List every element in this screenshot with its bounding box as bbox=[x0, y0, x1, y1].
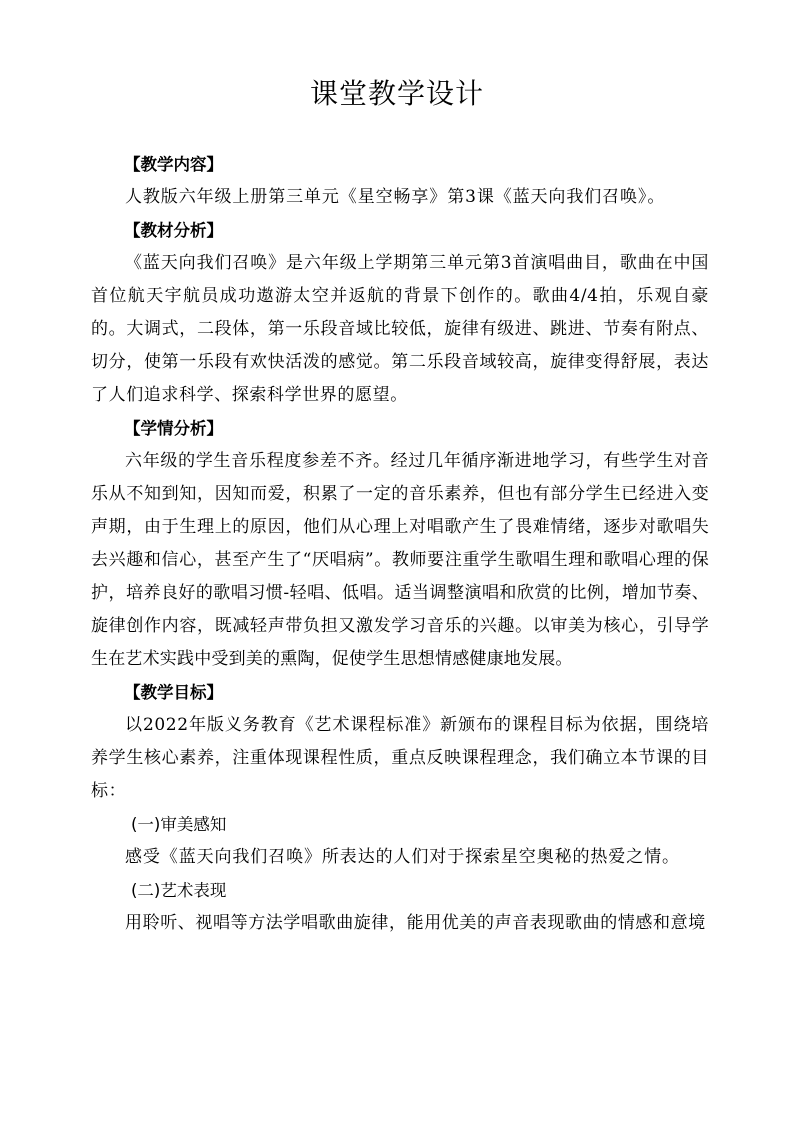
subsection-paragraph-artistic-expression: 用聆听、视唱等方法学唱歌曲旋律，能用优美的声音表现歌曲的情感和意境 bbox=[125, 913, 706, 933]
section-paragraph-teaching-goals: 以2022年版义务教育《艺术课程标准》新颁布的课程目标为依据，围绕培养学生核心素养，注重体现课程性质，重点反映课程理念，我们确立本节课的目标： bbox=[91, 715, 709, 801]
document-body bbox=[91, 148, 709, 940]
subsection-label-artistic-expression: (二)艺术表现 bbox=[131, 881, 227, 900]
document-title: 课堂教学设计 bbox=[309, 77, 484, 110]
section-heading-teaching-goals: 【教学目标】 bbox=[124, 683, 223, 702]
subsection-paragraph-aesthetic-perception: 感受《蓝天向我们召唤》所表达的人们对于探索星空奥秘的热爱之情。 bbox=[125, 847, 680, 867]
subsection-label-aesthetic-perception: (一)审美感知 bbox=[131, 815, 227, 834]
section-paragraph-material-analysis: 《蓝天向我们召唤》是六年级上学期第三单元第3首演唱曲目，歌曲在中国首位航天宇航员成功遨游太空并返航的背景下创作的。歌曲4/4拍，乐观自豪的。大调式，二段体，第一乐段音域比较低，旋律有级进、跳进、节奏有附点、切分，使第一乐段有欢快活泼的感觉。第二乐段音域较高，旋律变得舒展，表达了人们追求科学、探索科学世界的愿望。 bbox=[91, 253, 709, 405]
section-heading-material-analysis: 【教材分析】 bbox=[124, 221, 223, 240]
section-heading-student-analysis: 【学情分析】 bbox=[124, 419, 223, 438]
section-paragraph-teaching-content: 人教版六年级上册第三单元《星空畅享》第3课《蓝天向我们召唤》。 bbox=[125, 187, 666, 207]
section-paragraph-student-analysis: 六年级的学生音乐程度参差不齐。经过几年循序渐进地学习，有些学生对音乐从不知到知，因知而爱，积累了一定的音乐素养，但也有部分学生已经进入变声期，由于生理上的原因，他们从心理上对唱歌产生了畏难情绪，逐步对歌唱失去兴趣和信心，甚至产生了“厌唱病”。教师要注重学生歌唱生理和歌唱心理的保护，培养良好的歌唱习惯-轻唱、低唱。适当调整演唱和欣赏的比例，增加节奏、旋律创作内容，既减轻声带负担又激发学习音乐的兴趣。以审美为核心，引导学生在艺术实践中受到美的熏陶，促使学生思想情感健康地发展。 bbox=[91, 451, 709, 669]
section-heading-teaching-content: 【教学内容】 bbox=[124, 155, 223, 174]
